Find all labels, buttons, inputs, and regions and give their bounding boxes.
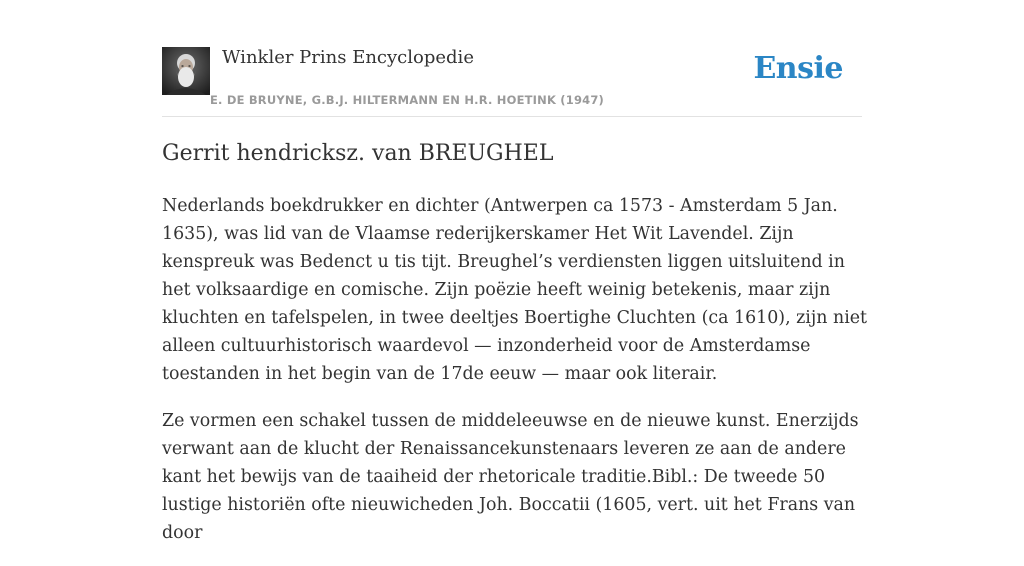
author-avatar [162, 47, 210, 95]
source-authors: E. DE BRUYNE, G.B.J. HILTERMANN EN H.R. HOETINK (1947) [210, 93, 605, 107]
article-paragraph: Ze vormen een schakel tussen de middeleeuwse en de nieuwe kunst. Enerzijds verwant aan de klucht der Renaissancekunstenaars leveren ze aan de andere kant het bewijs van de taaiheid der rhetoricale traditie.Bibl.: De tweede 50 lustige historiën ofte nieuwicheden Joh. Boccatii (1605, vert. uit het Frans van door [162, 411, 859, 543]
article-paragraph: Nederlands boekdrukker en dichter (Antwerpen ca 1573 - Amsterdam 5 Jan. 1635), was lid van de Vlaamse rederijkerskamer Het Wit Lavendel. Zijn kenspreuk was Bedenct u tis tijt. Breughel’s verdiensten liggen uitsluitend in het volksaardige en comische. Zijn poëzie heeft weinig betekenis, maar zijn kluchten en tafelspelen, in twee deeltjes Boertighe Cluchten (ca 1610), zijn niet alleen cultuurhistorisch waardevol — inzonderheid voor de Amsterdamse toestanden in het begin van de 17de eeuw — maar ook literair. [162, 196, 868, 384]
source-title[interactable]: Winkler Prins Encyclopedie [222, 47, 474, 68]
source-header [162, 46, 862, 117]
ensie-logo-link[interactable]: Ensie [753, 51, 843, 86]
article-body [162, 192, 868, 566]
portrait-photo-icon [162, 47, 210, 95]
article-title: Gerrit hendricksz. van BREUGHEL [162, 141, 554, 166]
